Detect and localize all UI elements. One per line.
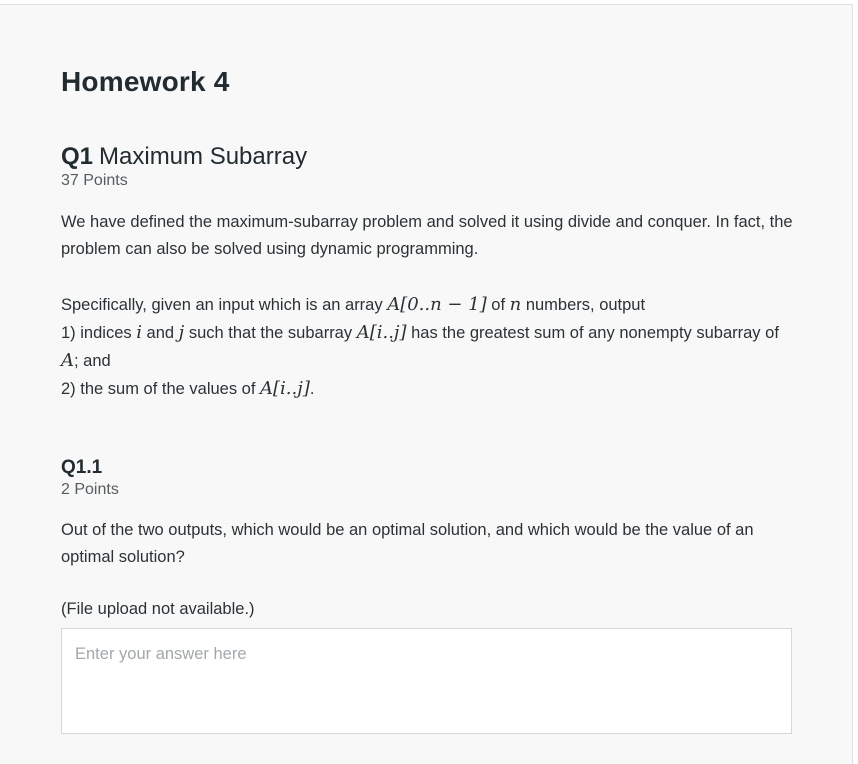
question-1-points: 37 Points [61, 172, 128, 189]
spec-text: . [309, 380, 315, 398]
assignment-panel [0, 4, 853, 764]
math-j: j [178, 322, 185, 343]
spec-text: Specifically, given an input which is an array [61, 296, 388, 314]
spec-text: 2) the sum of the values of [61, 380, 261, 398]
spec-text: of [486, 296, 510, 314]
answer-textarea[interactable] [61, 628, 792, 734]
math-subarray-sum: A[i..j] [260, 378, 310, 399]
question-1-title: Maximum Subarray [99, 143, 308, 170]
question-1-1-points: 2 Points [61, 481, 119, 498]
spec-text: ; and [74, 352, 111, 370]
spec-text: such that the subarray [184, 324, 357, 342]
question-1-heading [61, 143, 307, 171]
math-subarray: A[i..j] [356, 322, 407, 343]
math-n: n [509, 294, 522, 315]
page-title: Homework 4 [61, 66, 230, 97]
spec-text: and [141, 324, 179, 342]
spec-text: has the greatest sum of any nonempty subarray of [406, 324, 779, 342]
question-1-1-prompt: Out of the two outputs, which would be an optimal solution, and which would be the value of an optimal solution? [61, 521, 754, 566]
math-a: A [61, 350, 74, 371]
spec-text: numbers, output [521, 296, 646, 314]
question-1-intro: We have defined the maximum-subarray problem and solved it using divide and conquer. In fact, the problem can also be solved using dynamic programming. [61, 213, 793, 258]
math-array-range: A[0..n − 1] [387, 294, 487, 315]
question-1-specification [61, 291, 793, 403]
math-i: i [136, 322, 142, 343]
question-1-number: Q1 [61, 143, 94, 170]
file-upload-note: (File upload not available.) [61, 600, 255, 618]
question-1-1-heading: Q1.1 [61, 457, 103, 478]
spec-text: 1) indices [61, 324, 137, 342]
